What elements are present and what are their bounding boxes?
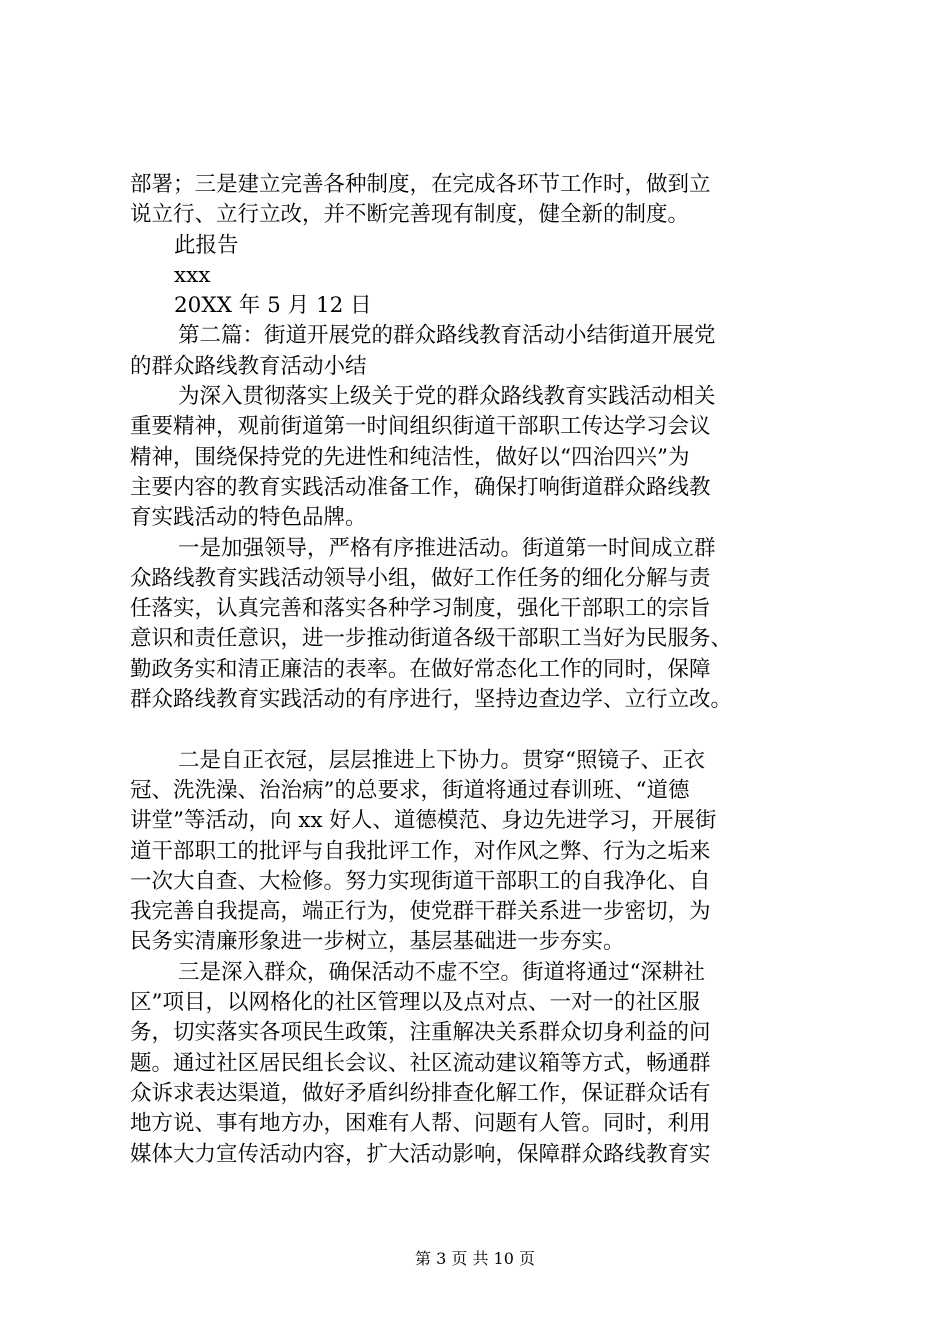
text-line: 部署；三是建立完善各种制度，在完成各环节工作时，做到立 — [130, 172, 711, 197]
text-line: 众路线教育实践活动领导小组，做好工作任务的细化分解与责 — [130, 565, 711, 591]
text-line: 意识和责任意识，进一步推动街道各级干部职工当好为民服务、 — [130, 626, 733, 652]
page-number: 第 3 页 共 10 页 — [415, 1249, 535, 1268]
text-line: 群众路线教育实践活动的有序进行，坚持边查边学、立行立改。 — [130, 687, 733, 713]
text-line: 任落实，认真完善和落实各种学习制度，强化干部职工的宗旨 — [130, 596, 711, 622]
text-line: xxx — [174, 262, 211, 288]
text-line: 重要精神，观前街道第一时间组织街道干部职工传达学习会议 — [130, 414, 711, 440]
text-line: 冠、洗洗澡、治治病”的总要求，街道将通过春训班、“道德 — [130, 777, 690, 803]
text-line: 众诉求表达渠道，做好矛盾纠纷排查化解工作，保证群众话有 — [130, 1080, 711, 1106]
section-heading: 的群众路线教育活动小结 — [130, 353, 367, 379]
text-line: 民务实清廉形象进一步树立，基层基础进一步夯实。 — [130, 929, 625, 955]
text-line: 为深入贯彻落实上级关于党的群众路线教育实践活动相关 — [178, 384, 716, 410]
text-line: 区”项目，以网格化的社区管理以及点对点、一对一的社区服 — [130, 990, 700, 1016]
text-line: 讲堂”等活动，向 xx 好人、道德模范、身边先进学习，开展街 — [130, 808, 717, 834]
text-line: 三是深入群众，确保活动不虚不空。街道将通过“深耕社 — [178, 959, 705, 985]
text-line: 此报告 — [174, 232, 239, 258]
text-line: 道干部职工的批评与自我批评工作，对作风之弊、行为之垢来 — [130, 838, 711, 864]
text-line: 育实践活动的特色品牌。 — [130, 505, 367, 531]
text-line: 主要内容的教育实践活动准备工作，确保打响街道群众路线教 — [130, 474, 711, 500]
text-line: 一是加强领导，严格有序推进活动。街道第一时间成立群 — [178, 535, 716, 561]
text-line: 题。通过社区居民组长会议、社区流动建议箱等方式，畅通群 — [130, 1050, 711, 1076]
text-line: 二是自正衣冠，层层推进上下协力。贯穿“照镜子、正衣 — [178, 747, 705, 773]
text-line: 地方说、事有地方办，困难有人帮、问题有人管。同时，利用 — [130, 1111, 711, 1137]
text-line: 我完善自我提高，端正行为，使党群干群关系进一步密切，为 — [130, 899, 711, 925]
text-line: 说立行、立行立改，并不断完善现有制度，健全新的制度。 — [130, 202, 690, 228]
text-line: 媒体大力宣传活动内容，扩大活动影响，保障群众路线教育实 — [130, 1141, 711, 1167]
text-line: 务，切实落实各项民生政策，注重解决关系群众切身利益的问 — [130, 1020, 711, 1046]
paragraph-gap — [130, 715, 830, 745]
text-line: 勤政务实和清正廉洁的表率。在做好常态化工作的同时，保障 — [130, 656, 711, 682]
text-line: 20XX 年 5 月 12 日 — [174, 293, 372, 319]
text-line: 精神，围绕保持党的先进性和纯洁性，做好以“四治四兴”为 — [130, 444, 690, 470]
text-line: 一次大自查、大检修。努力实现街道干部职工的自我净化、自 — [130, 868, 711, 894]
section-heading: 第二篇：街道开展党的群众路线教育活动小结街道开展党 — [178, 323, 716, 349]
document-body — [130, 170, 830, 1170]
